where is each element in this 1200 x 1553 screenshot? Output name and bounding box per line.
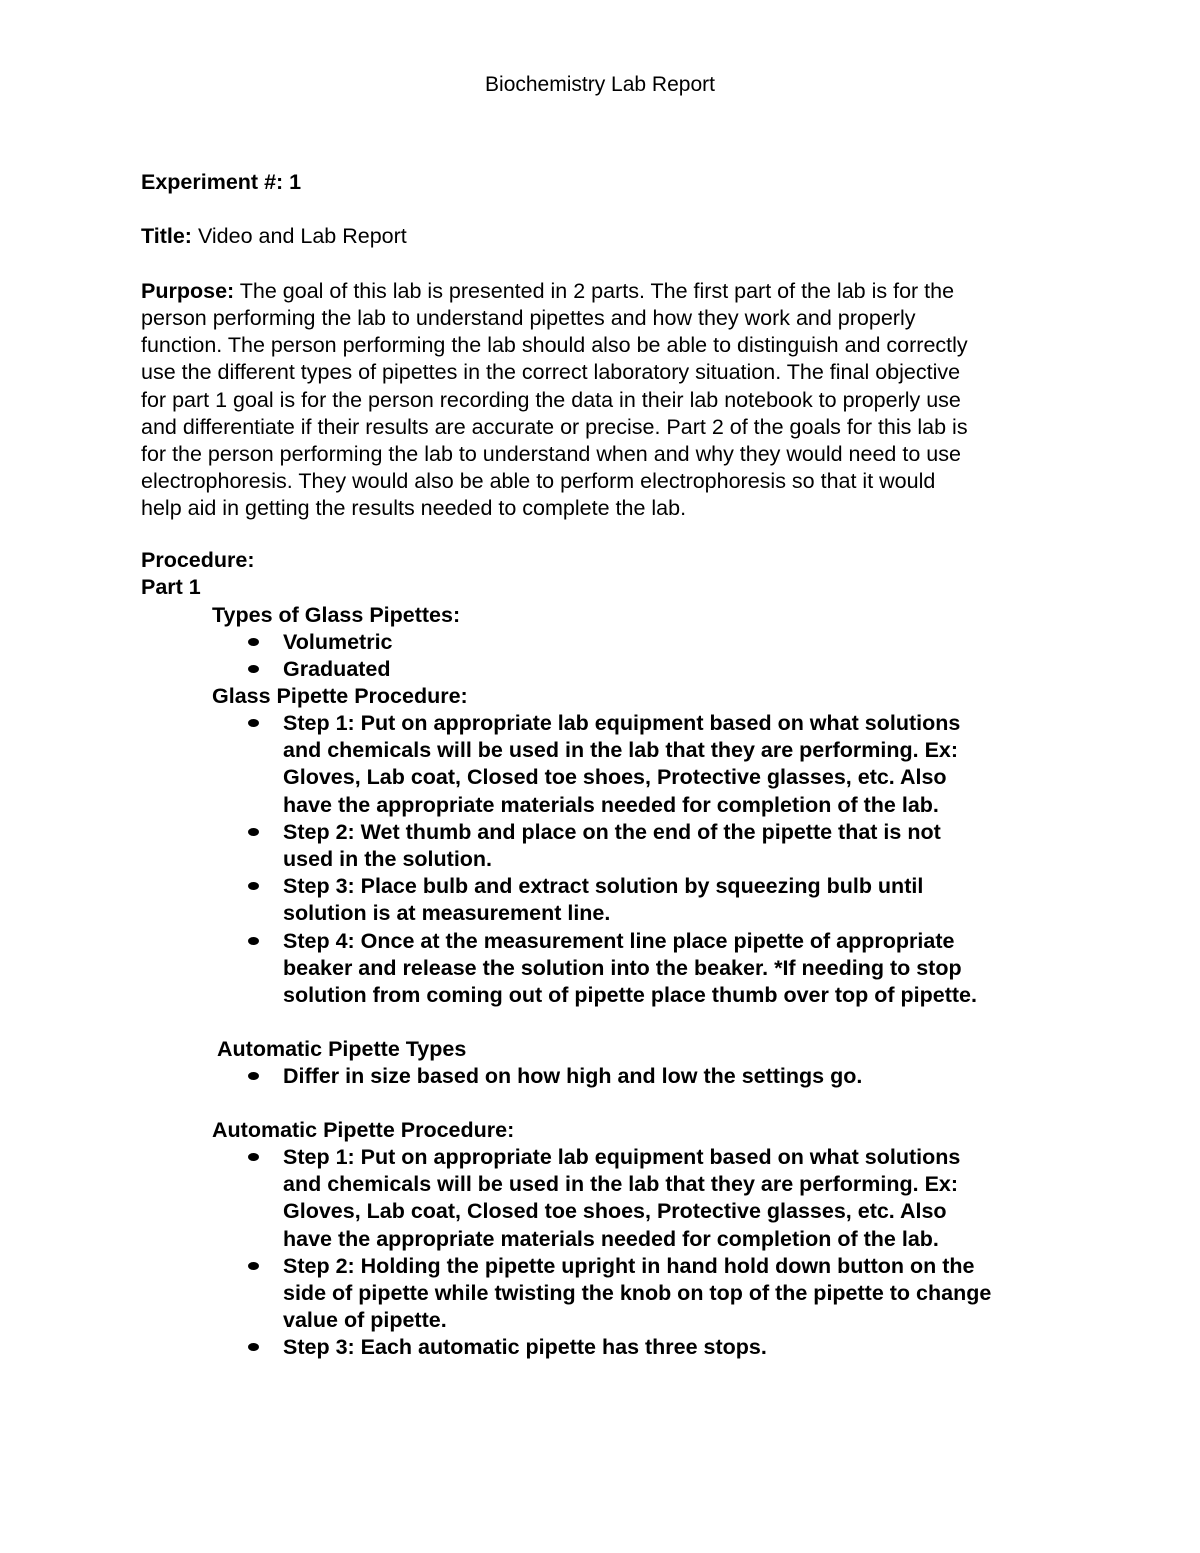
purpose-text: The goal of this lab is presented in 2 parts. The first part of the lab is for the (239, 279, 955, 303)
list-item-text: Differ in size based on how high and low the settings go. (283, 1064, 863, 1088)
bullet-icon (248, 1262, 259, 1270)
glass-procedure-heading: Glass Pipette Procedure: (212, 684, 468, 708)
list-item (0, 873, 977, 927)
experiment-line (141, 169, 301, 196)
list-item-text: Graduated (283, 657, 391, 682)
list-item-text: Volumetric (283, 630, 393, 654)
glass-types-list (0, 629, 393, 683)
list-item (0, 1334, 991, 1361)
glass-procedure-list (0, 710, 977, 1009)
bullet-icon (248, 882, 259, 890)
list-item-text: and chemicals will be used in the lab that they are performing. Ex: (283, 738, 959, 763)
list-item-text: solution from coming out of pipette place thumb over top of pipette. (283, 983, 977, 1008)
list-item (0, 710, 977, 819)
auto-procedure-list (0, 1144, 991, 1362)
list-item-text: beaker and release the solution into the beaker. *If needing to stop (283, 955, 962, 980)
auto-types-list (0, 1063, 862, 1090)
list-item-text: Step 3: Place bulb and extract solution by squeezing bulb until (283, 874, 924, 899)
purpose-line: for the person performing the lab to understand when and why they would need to use (141, 441, 961, 466)
list-item-text: have the appropriate materials needed for completion of the lab. (283, 1226, 939, 1251)
purpose-line: function. The person performing the lab should also be able to distinguish and correctly (141, 333, 968, 358)
document-title: Biochemistry Lab Report (485, 73, 715, 96)
purpose-line: for part 1 goal is for the person recording the data in their lab notebook to properly use (141, 387, 961, 412)
list-item-text: side of pipette while twisting the knob on top of the pipette to change (283, 1281, 992, 1306)
bullet-icon (248, 719, 259, 727)
purpose-label: Purpose: (141, 279, 235, 303)
list-item-text: Step 4: Once at the measurement line place pipette of appropriate (283, 928, 955, 953)
list-item-text: solution is at measurement line. (283, 901, 611, 926)
list-item-text: Step 2: Holding the pipette upright in hand hold down button on the (283, 1253, 975, 1278)
list-item (0, 656, 393, 683)
procedure-heading: Procedure: (141, 548, 255, 572)
bullet-icon (248, 1153, 259, 1161)
title-line (141, 223, 407, 250)
list-item-text: used in the solution. (283, 847, 493, 872)
bullet-icon (248, 1343, 259, 1351)
bullet-icon (248, 665, 259, 673)
purpose-line: help aid in getting the results needed to complete the lab. (141, 496, 687, 521)
experiment-value: 1 (289, 170, 302, 194)
title-label: Title: (141, 224, 192, 248)
list-item (0, 1063, 862, 1090)
list-item-text: Gloves, Lab coat, Closed toe shoes, Protective glasses, etc. Also (283, 1199, 947, 1224)
experiment-label: Experiment #: (141, 170, 284, 194)
auto-procedure-heading: Automatic Pipette Procedure: (212, 1118, 515, 1142)
list-item (0, 819, 977, 873)
title-value: Video and Lab Report (197, 224, 407, 248)
list-item-text: value of pipette. (283, 1308, 447, 1333)
list-item-text: Step 1: Put on appropriate lab equipment based on what solutions (283, 711, 961, 735)
purpose-line: and differentiate if their results are accurate or precise. Part 2 of the goals for this lab is (141, 414, 968, 439)
purpose-line: use the different types of pipettes in the correct laboratory situation. The final objective (141, 360, 961, 385)
purpose-line: person performing the lab to understand pipettes and how they work and properly (141, 306, 916, 331)
list-item-text: Step 3: Each automatic pipette has three stops. (283, 1335, 767, 1360)
bullet-icon (248, 937, 259, 945)
bullet-icon (248, 1072, 259, 1080)
list-item (0, 1144, 991, 1253)
list-item-text: Gloves, Lab coat, Closed toe shoes, Protective glasses, etc. Also (283, 765, 947, 790)
part1-heading: Part 1 (141, 575, 201, 599)
purpose-paragraph (141, 278, 1071, 522)
purpose-line (141, 278, 1071, 305)
list-item-text: Step 2: Wet thumb and place on the end of the pipette that is not (283, 819, 941, 844)
auto-types-heading: Automatic Pipette Types (217, 1037, 467, 1061)
bullet-icon (248, 638, 259, 646)
glass-types-heading: Types of Glass Pipettes: (212, 603, 461, 627)
list-item-text: and chemicals will be used in the lab that they are performing. Ex: (283, 1172, 959, 1197)
list-item-text: Step 1: Put on appropriate lab equipment based on what solutions (283, 1145, 961, 1169)
bullet-icon (248, 828, 259, 836)
list-item-text: have the appropriate materials needed for completion of the lab. (283, 792, 939, 817)
purpose-line: electrophoresis. They would also be able to perform electrophoresis so that it would (141, 469, 936, 494)
list-item (0, 1253, 991, 1335)
list-item (0, 928, 977, 1010)
list-item (0, 629, 393, 656)
